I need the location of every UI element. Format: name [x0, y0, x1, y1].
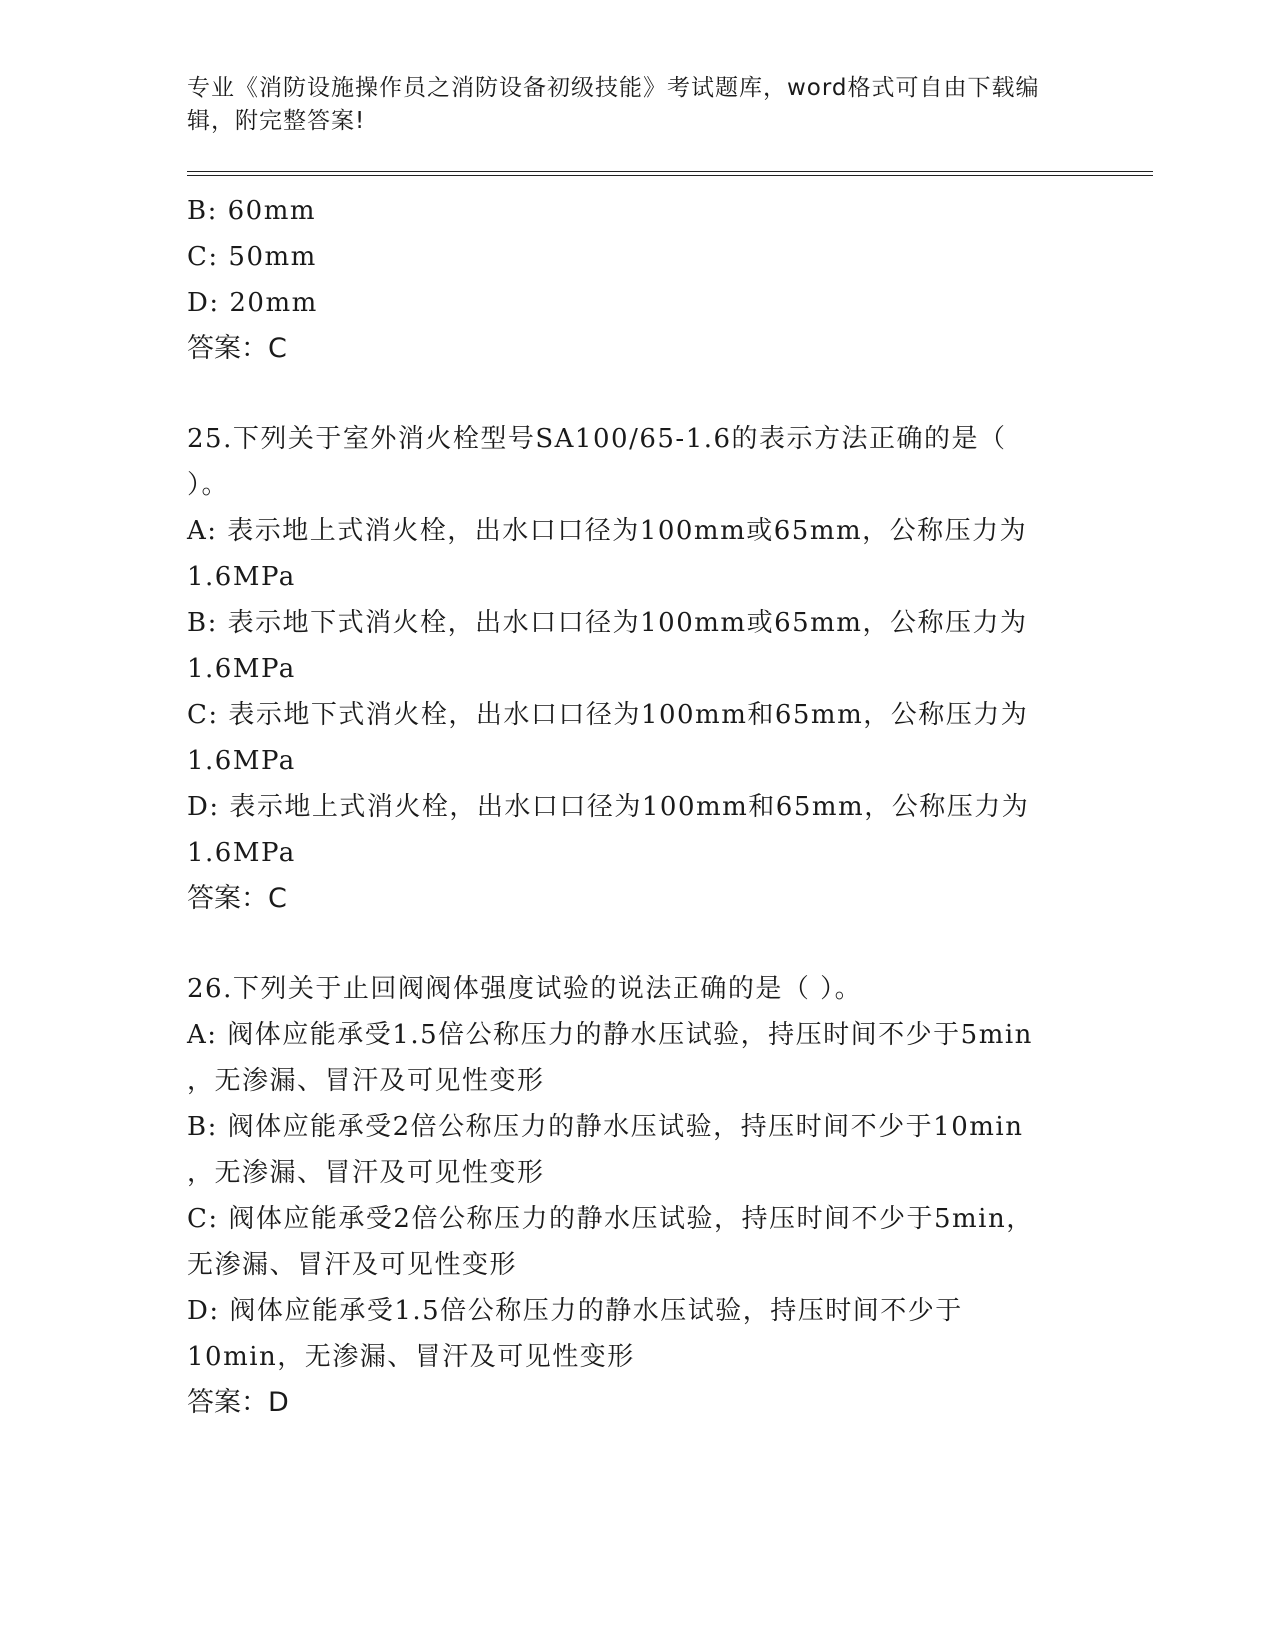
option-b-cont: ，无渗漏、冒汗及可见性变形: [187, 1158, 545, 1188]
option-a: A: 表示地上式消火栓，出水口口径为100mm或65mm，公称压力为: [187, 516, 1028, 546]
option-d: D: 20mm: [187, 288, 318, 318]
option-c-cont: 1.6MPa: [187, 746, 296, 776]
option-d-cont: 10min，无渗漏、冒汗及可见性变形: [187, 1342, 635, 1372]
header-rule-bottom: [187, 175, 1153, 176]
option-c: C: 表示地下式消火栓，出水口口径为100mm和65mm，公称压力为: [187, 700, 1029, 730]
option-c: C: 50mm: [187, 242, 317, 272]
question-24-tail: [187, 188, 1087, 372]
option-b: B: 阀体应能承受2倍公称压力的静水压试验，持压时间不少于10min: [187, 1112, 1024, 1142]
question-stem: 26.下列关于止回阀阀体强度试验的说法正确的是（ ）。: [187, 974, 863, 1004]
question-stem-cont: ）。: [187, 470, 230, 500]
question-26: [187, 966, 1087, 1426]
option-a-cont: ，无渗漏、冒汗及可见性变形: [187, 1066, 545, 1096]
option-d: D: 表示地上式消火栓，出水口口径为100mm和65mm，公称压力为: [187, 792, 1030, 822]
option-c: C: 阀体应能承受2倍公称压力的静水压试验，持压时间不少于5min，: [187, 1204, 1034, 1234]
question-25: [187, 416, 1087, 922]
answer: 答案：C: [187, 883, 287, 914]
header-rule-top: [187, 171, 1153, 172]
answer: 答案：D: [187, 1387, 289, 1418]
header-line-2: 辑，附完整答案!: [187, 108, 366, 134]
header-line-1: 专业《消防设施操作员之消防设备初级技能》考试题库，word格式可自由下载编: [187, 75, 1040, 101]
option-a-cont: 1.6MPa: [187, 562, 296, 592]
option-a: A: 阀体应能承受1.5倍公称压力的静水压试验，持压时间不少于5min: [187, 1020, 1033, 1050]
option-d: D: 阀体应能承受1.5倍公称压力的静水压试验，持压时间不少于: [187, 1296, 963, 1326]
option-b: B: 表示地下式消火栓，出水口口径为100mm或65mm，公称压力为: [187, 608, 1028, 638]
question-stem: 25.下列关于室外消火栓型号SA100/65-1.6的表示方法正确的是（: [187, 424, 1007, 454]
option-c-cont: 无渗漏、冒汗及可见性变形: [187, 1250, 518, 1280]
option-d-cont: 1.6MPa: [187, 838, 296, 868]
option-b: B: 60mm: [187, 196, 317, 226]
option-b-cont: 1.6MPa: [187, 654, 296, 684]
answer: 答案：C: [187, 333, 287, 364]
document-header: [187, 72, 1087, 138]
document-body: [187, 188, 1087, 1426]
